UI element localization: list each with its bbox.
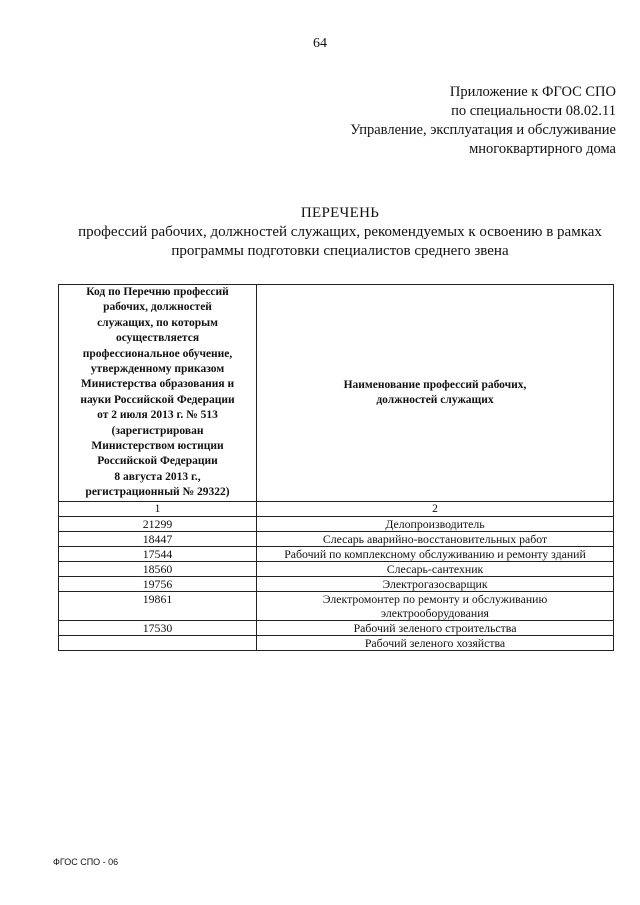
header-name-column bbox=[257, 285, 614, 502]
appendix-line: многоквартирного дома bbox=[469, 141, 616, 157]
profession-name bbox=[257, 635, 614, 650]
header-line: Министерством юстиции bbox=[91, 440, 224, 453]
profession-code: 18560 bbox=[59, 561, 257, 576]
header-line: должностей служащих bbox=[376, 393, 494, 406]
table-row bbox=[59, 620, 614, 635]
footer-document-code: ФГОС СПО - 06 bbox=[53, 857, 119, 867]
profession-name-line: Слесарь аварийно-восстановительных работ bbox=[322, 531, 548, 546]
header-line: (зарегистрирован bbox=[111, 424, 204, 437]
header-code-column bbox=[59, 285, 257, 502]
column-number: 2 bbox=[257, 501, 614, 516]
profession-code: 17530 bbox=[59, 620, 257, 635]
profession-code: 19861 bbox=[59, 591, 257, 620]
document-title: ПЕРЕЧЕНЬ bbox=[300, 205, 380, 221]
header-line: 8 августа 2013 г., bbox=[114, 470, 201, 483]
profession-name bbox=[257, 591, 614, 620]
header-line: служащих, по которым bbox=[97, 316, 218, 329]
profession-code: 21299 bbox=[59, 516, 257, 531]
profession-name-line: Электромонтер по ремонту и обслуживанию bbox=[322, 591, 548, 606]
table-row bbox=[59, 531, 614, 546]
profession-name bbox=[257, 516, 614, 531]
table-row bbox=[59, 591, 614, 620]
document-subtitle-line: профессий рабочих, должностей служащих, рекомендуемых к освоению в рамках bbox=[78, 224, 602, 240]
profession-name bbox=[257, 561, 614, 576]
table-row bbox=[59, 561, 614, 576]
profession-code: 18447 bbox=[59, 531, 257, 546]
header-line: профессиональное обучение, bbox=[82, 347, 233, 360]
header-line: Министерства образования и bbox=[80, 378, 235, 391]
header-line: утвержденному приказом bbox=[90, 363, 225, 376]
table-row bbox=[59, 576, 614, 591]
header-line: науки Российской Федерации bbox=[80, 393, 235, 406]
column-number: 1 bbox=[59, 501, 257, 516]
profession-name-line: электрооборудования bbox=[381, 605, 489, 620]
appendix-line: Управление, эксплуатация и обслуживание bbox=[350, 122, 616, 138]
profession-name bbox=[257, 546, 614, 561]
header-line: Российской Федерации bbox=[97, 455, 218, 468]
table-row bbox=[59, 635, 614, 650]
profession-code bbox=[59, 635, 257, 650]
column-number-row bbox=[59, 501, 614, 516]
header-line: от 2 июля 2013 г. № 513 bbox=[97, 409, 218, 422]
profession-name-line: Рабочий зеленого строительства bbox=[353, 620, 517, 635]
professions-table bbox=[58, 284, 614, 651]
profession-name-line: Рабочий по комплексному обслуживанию и ремонту зданий bbox=[284, 546, 586, 561]
appendix-line: Приложение к ФГОС СПО bbox=[449, 84, 616, 100]
header-line: рабочих, должностей bbox=[103, 301, 212, 314]
profession-name-line: Электрогазосварщик bbox=[382, 576, 488, 591]
profession-name bbox=[257, 620, 614, 635]
profession-name-line: Делопроизводитель bbox=[385, 516, 485, 531]
profession-name bbox=[257, 576, 614, 591]
table-row bbox=[59, 516, 614, 531]
profession-name-line: Рабочий зеленого хозяйства bbox=[364, 635, 506, 650]
table-header-row bbox=[59, 285, 614, 502]
profession-name bbox=[257, 531, 614, 546]
header-line: Наименование профессий рабочих, bbox=[343, 378, 527, 391]
document-subtitle-line: программы подготовки специалистов среднего звена bbox=[171, 243, 509, 259]
profession-name-line: Слесарь-сантехник bbox=[386, 561, 484, 576]
header-line: регистрационный № 29322) bbox=[85, 486, 230, 499]
appendix-line: по специальности 08.02.11 bbox=[451, 103, 616, 119]
table-row bbox=[59, 546, 614, 561]
page-number: 64 bbox=[313, 36, 327, 51]
profession-code: 17544 bbox=[59, 546, 257, 561]
profession-code: 19756 bbox=[59, 576, 257, 591]
header-line: Код по Перечню профессий bbox=[86, 286, 229, 298]
appendix-note bbox=[196, 83, 616, 159]
header-line: осуществляется bbox=[115, 332, 200, 345]
document-title-block bbox=[40, 204, 640, 261]
